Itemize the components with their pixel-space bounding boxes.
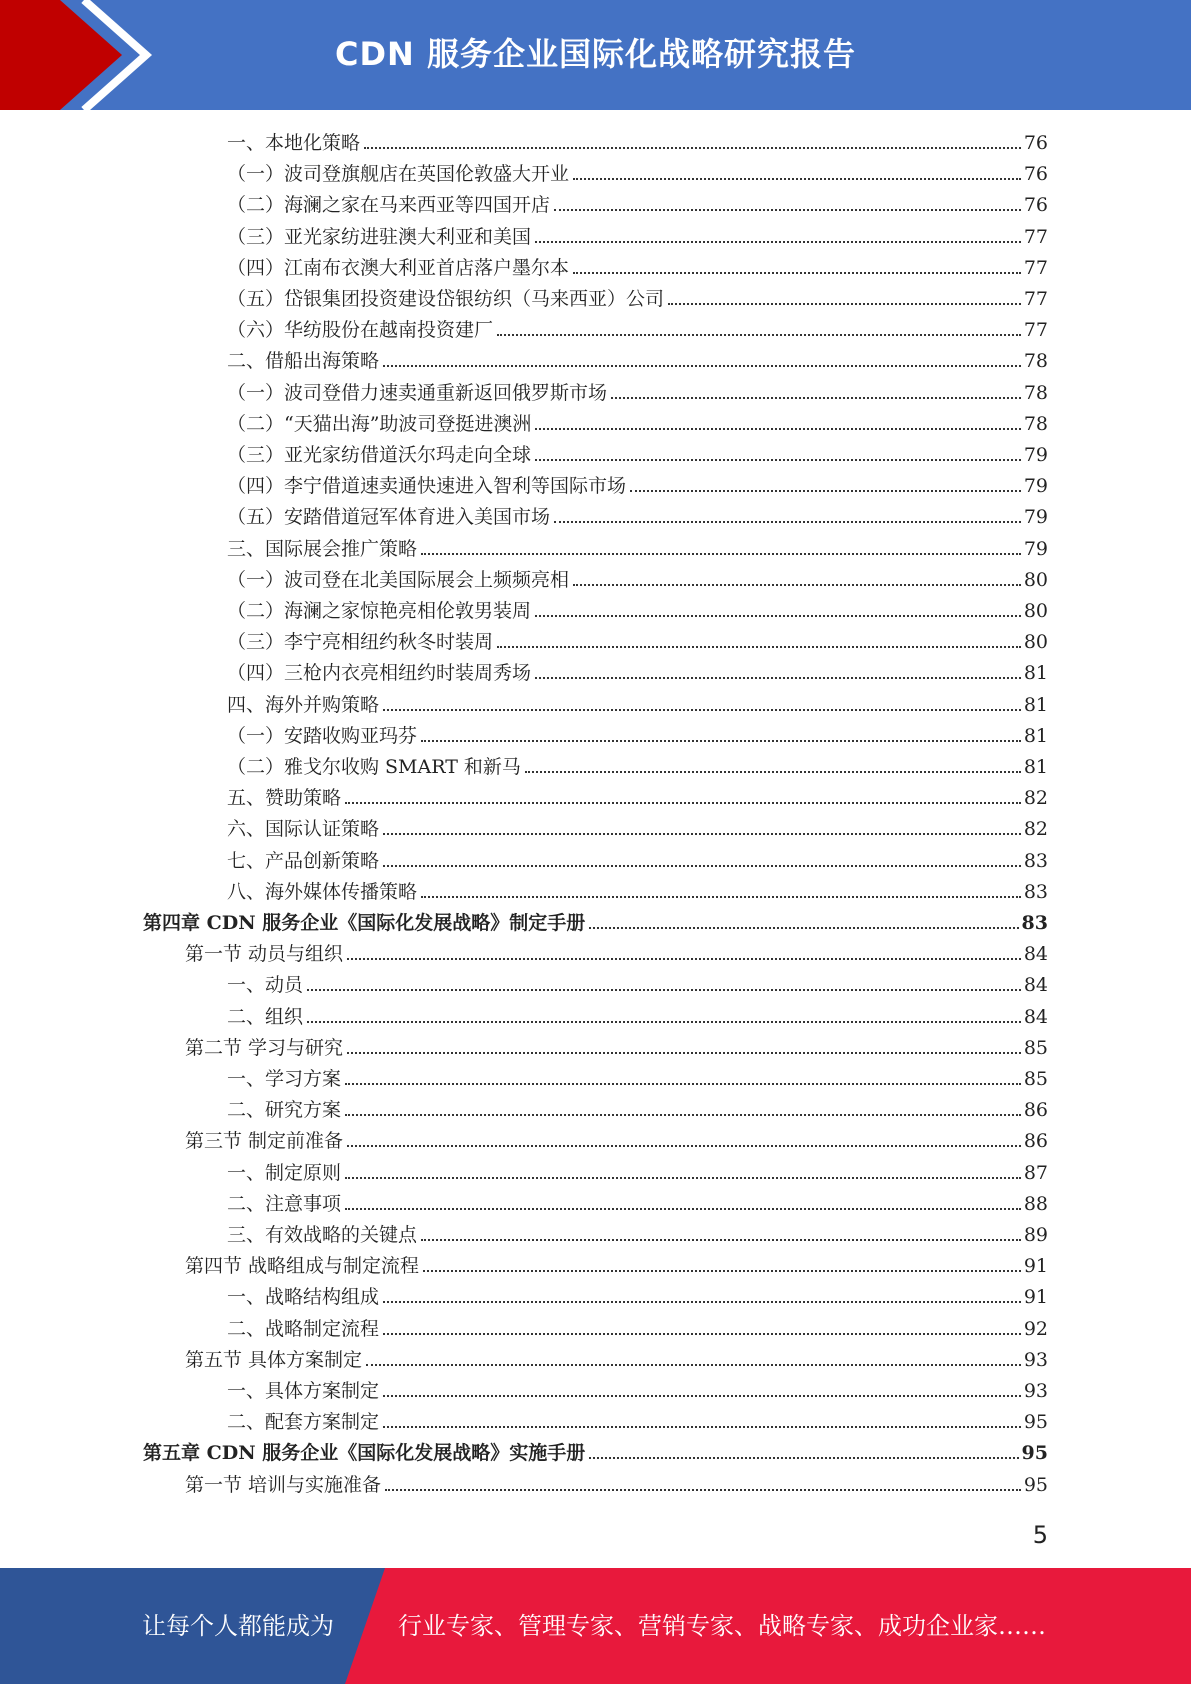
toc-entry-title: 一、本地化策略 bbox=[227, 132, 361, 154]
toc-dot-leader bbox=[421, 740, 1021, 742]
toc-entry-page: 78 bbox=[1023, 412, 1048, 435]
toc-dot-leader bbox=[668, 303, 1021, 305]
toc-entry-page: 79 bbox=[1023, 506, 1048, 529]
toc-entry-title: 三、有效战略的关键点 bbox=[227, 1224, 418, 1246]
toc-dot-leader bbox=[364, 147, 1021, 149]
toc-entry[interactable] bbox=[227, 346, 1048, 377]
toc-entry[interactable] bbox=[227, 284, 1048, 315]
toc-entry-title: 三、国际展会推广策略 bbox=[227, 537, 418, 560]
toc-entry-title: 一、战略结构组成 bbox=[227, 1286, 380, 1309]
toc-entry-page: 91 bbox=[1023, 1286, 1048, 1309]
toc-dot-leader bbox=[383, 1426, 1021, 1428]
toc-dot-leader bbox=[347, 1052, 1021, 1054]
toc-entry-page: 81 bbox=[1023, 724, 1048, 747]
toc-entry-title: 七、产品创新策略 bbox=[227, 849, 380, 872]
toc-entry-title: （三）亚光家纺进驻澳大利亚和美国 bbox=[227, 225, 532, 248]
toc-entry-page: 81 bbox=[1023, 693, 1048, 716]
toc-entry-title: （三）李宁亮相纽约秋冬时装周 bbox=[227, 631, 494, 654]
toc-dot-leader bbox=[535, 677, 1021, 679]
toc-dot-leader bbox=[497, 334, 1021, 336]
toc-dot-leader bbox=[421, 1239, 1021, 1241]
toc-entry-page: 86 bbox=[1023, 1130, 1048, 1153]
toc-dot-leader bbox=[307, 1021, 1021, 1023]
toc-entry[interactable] bbox=[227, 752, 1048, 783]
toc-entry-page: 78 bbox=[1023, 381, 1048, 404]
toc-entry-page: 93 bbox=[1023, 1380, 1048, 1402]
toc-dot-leader bbox=[630, 490, 1021, 492]
toc-dot-leader bbox=[554, 521, 1021, 523]
toc-dot-leader bbox=[383, 833, 1021, 835]
page-number: 5 bbox=[1032, 1521, 1048, 1549]
toc-entry-page: 76 bbox=[1023, 194, 1048, 217]
toc-entry[interactable] bbox=[185, 1251, 1048, 1282]
toc-dot-leader bbox=[535, 241, 1021, 243]
toc-dot-leader bbox=[345, 1208, 1021, 1210]
toc-entry-title: （二）海澜之家惊艳亮相伦敦男装周 bbox=[227, 600, 532, 622]
toc-entry-page: 87 bbox=[1023, 1161, 1048, 1184]
toc-entry-title: （一）波司登借力速卖通重新返回俄罗斯市场 bbox=[227, 381, 608, 404]
toc-dot-leader bbox=[497, 646, 1021, 648]
toc-entry-page: 80 bbox=[1023, 631, 1048, 654]
toc-entry[interactable] bbox=[227, 627, 1048, 658]
toc-entry-page: 83 bbox=[1021, 912, 1048, 934]
toc-dot-leader bbox=[345, 1114, 1021, 1116]
toc-entry-page: 89 bbox=[1023, 1224, 1048, 1246]
toc-entry-page: 77 bbox=[1023, 319, 1048, 342]
toc-entry[interactable] bbox=[227, 1282, 1048, 1313]
toc-entry-page: 79 bbox=[1023, 444, 1048, 466]
toc-entry[interactable] bbox=[227, 128, 1048, 159]
toc-dot-leader bbox=[345, 802, 1021, 804]
toc-entry-page: 91 bbox=[1023, 1255, 1048, 1278]
document-title: CDN 服务企业国际化战略研究报告 bbox=[335, 35, 856, 73]
page-footer bbox=[0, 1568, 1191, 1684]
toc-dot-leader bbox=[347, 958, 1021, 960]
toc-entry[interactable] bbox=[227, 440, 1048, 471]
toc-entry-title: 二、战略制定流程 bbox=[227, 1317, 380, 1340]
toc-entry[interactable] bbox=[227, 1220, 1048, 1251]
toc-dot-leader bbox=[383, 1301, 1021, 1303]
toc-entry-page: 77 bbox=[1023, 288, 1048, 310]
toc-dot-leader bbox=[383, 865, 1021, 867]
toc-entry[interactable] bbox=[227, 1158, 1048, 1189]
toc-dot-leader bbox=[589, 927, 1018, 929]
toc-entry-title: （二）雅戈尔收购 SMART 和新马 bbox=[227, 756, 521, 778]
toc-entry-title: （四）三枪内衣亮相纽约时装周秀场 bbox=[227, 662, 532, 685]
toc-dot-leader bbox=[554, 209, 1021, 211]
toc-dot-leader bbox=[423, 1270, 1021, 1272]
toc-entry[interactable] bbox=[227, 378, 1048, 409]
toc-entry[interactable] bbox=[227, 1314, 1048, 1345]
toc-entry-page: 85 bbox=[1023, 1068, 1048, 1090]
toc-dot-leader bbox=[383, 1395, 1021, 1397]
toc-entry[interactable] bbox=[143, 908, 1048, 939]
toc-dot-leader bbox=[385, 1489, 1021, 1491]
toc-entry-title: （五）岱银集团投资建设岱银纺织（马来西亚）公司 bbox=[227, 288, 665, 310]
toc-dot-leader bbox=[307, 989, 1021, 991]
toc-entry-page: 95 bbox=[1023, 1411, 1048, 1434]
toc-entry-page: 95 bbox=[1021, 1442, 1048, 1465]
toc-entry[interactable] bbox=[227, 721, 1048, 752]
toc-entry-page: 82 bbox=[1023, 818, 1048, 841]
toc-entry-title: 第四章 CDN 服务企业《国际化发展战略》制定手册 bbox=[143, 912, 586, 934]
toc-entry-title: （四）江南布衣澳大利亚首店落户墨尔本 bbox=[227, 256, 570, 279]
toc-entry-title: （一）波司登旗舰店在英国伦敦盛大开业 bbox=[227, 163, 570, 186]
toc-entry[interactable] bbox=[227, 1095, 1048, 1126]
toc-entry-page: 83 bbox=[1023, 849, 1048, 872]
toc-entry[interactable] bbox=[227, 1189, 1048, 1220]
toc-dot-leader bbox=[383, 709, 1021, 711]
toc-entry-title: 第三节 制定前准备 bbox=[185, 1130, 344, 1153]
toc-dot-leader bbox=[589, 1457, 1018, 1459]
toc-dot-leader bbox=[345, 1083, 1021, 1085]
toc-entry[interactable] bbox=[227, 565, 1048, 596]
toc-entry-title: 八、海外媒体传播策略 bbox=[227, 880, 418, 903]
toc-entry-page: 84 bbox=[1023, 943, 1048, 966]
toc-entry-title: 二、配套方案制定 bbox=[227, 1411, 380, 1434]
toc-entry[interactable] bbox=[227, 596, 1048, 627]
toc-dot-leader bbox=[347, 1145, 1021, 1147]
toc-entry-title: 二、注意事项 bbox=[227, 1192, 342, 1215]
toc-entry-title: （一）安踏收购亚玛芬 bbox=[227, 724, 418, 747]
toc-dot-leader bbox=[421, 553, 1021, 555]
toc-entry-title: 一、制定原则 bbox=[227, 1161, 342, 1184]
toc-dot-leader bbox=[535, 428, 1020, 430]
toc-entry[interactable] bbox=[227, 253, 1048, 284]
toc-entry-title: 第二节 学习与研究 bbox=[185, 1036, 344, 1059]
footer-slogan-right: 行业专家、管理专家、营销专家、战略专家、成功企业家…… bbox=[398, 1612, 1046, 1640]
toc-entry-page: 86 bbox=[1023, 1099, 1048, 1122]
toc-entry-page: 82 bbox=[1023, 787, 1048, 810]
toc-entry-page: 80 bbox=[1023, 600, 1048, 622]
toc-entry-page: 83 bbox=[1023, 880, 1048, 903]
toc-entry[interactable] bbox=[227, 1407, 1048, 1438]
toc-entry-title: 五、赞助策略 bbox=[227, 787, 342, 810]
toc-entry-title: 四、海外并购策略 bbox=[227, 693, 380, 716]
toc-dot-leader bbox=[421, 896, 1021, 898]
footer-slogan-left: 让每个人都能成为 bbox=[142, 1612, 334, 1640]
toc-entry[interactable] bbox=[185, 939, 1048, 970]
toc-dot-leader bbox=[383, 1333, 1021, 1335]
toc-entry[interactable] bbox=[227, 658, 1048, 689]
toc-entry[interactable] bbox=[185, 1033, 1048, 1064]
toc-entry[interactable] bbox=[227, 1376, 1048, 1407]
toc-entry[interactable] bbox=[227, 970, 1048, 1001]
toc-dot-leader bbox=[535, 615, 1021, 617]
toc-entry-title: （一）波司登在北美国际展会上频频亮相 bbox=[227, 568, 570, 591]
toc-entry-page: 77 bbox=[1023, 225, 1048, 248]
toc-entry[interactable] bbox=[227, 190, 1048, 221]
toc-entry-page: 79 bbox=[1023, 475, 1048, 498]
toc-entry[interactable] bbox=[227, 315, 1048, 346]
toc-entry-title: 二、研究方案 bbox=[227, 1099, 342, 1122]
toc-entry[interactable] bbox=[227, 471, 1048, 502]
toc-entry-title: 第四节 战略组成与制定流程 bbox=[185, 1255, 420, 1278]
toc-entry[interactable] bbox=[227, 846, 1048, 877]
toc-dot-leader bbox=[525, 771, 1021, 773]
toc-entry-title: （二）“天猫出海”助波司登挺进澳洲 bbox=[227, 412, 532, 435]
toc-entry-page: 85 bbox=[1023, 1036, 1048, 1059]
toc-dot-leader bbox=[383, 365, 1021, 367]
toc-entry-title: （二）海澜之家在马来西亚等四国开店 bbox=[227, 194, 551, 217]
toc-entry-page: 84 bbox=[1023, 974, 1048, 997]
toc-entry-page: 88 bbox=[1023, 1192, 1048, 1215]
toc-entry[interactable] bbox=[227, 1002, 1048, 1033]
toc-entry-page: 79 bbox=[1023, 537, 1048, 560]
toc-entry-page: 84 bbox=[1023, 1005, 1048, 1028]
toc-entry-title: 一、具体方案制定 bbox=[227, 1380, 380, 1402]
toc-entry-page: 81 bbox=[1023, 756, 1048, 778]
toc-entry-title: 二、借船出海策略 bbox=[227, 350, 380, 373]
toc-entry[interactable] bbox=[227, 409, 1048, 440]
toc-entry-title: 第五节 具体方案制定 bbox=[185, 1348, 363, 1371]
toc-entry[interactable] bbox=[227, 222, 1048, 253]
toc-entry[interactable] bbox=[227, 783, 1048, 814]
toc-entry-page: 95 bbox=[1023, 1473, 1048, 1496]
toc-dot-leader bbox=[345, 1177, 1021, 1179]
toc-entry-page: 92 bbox=[1023, 1317, 1048, 1340]
toc-entry[interactable] bbox=[227, 502, 1048, 533]
toc-dot-leader bbox=[573, 584, 1021, 586]
page-header bbox=[0, 0, 1191, 110]
toc-entry[interactable] bbox=[185, 1470, 1048, 1501]
toc-entry[interactable] bbox=[227, 534, 1048, 565]
toc-dot-leader bbox=[611, 397, 1021, 399]
toc-entry-title: 第五章 CDN 服务企业《国际化发展战略》实施手册 bbox=[143, 1442, 586, 1465]
toc-entry[interactable] bbox=[227, 1064, 1048, 1095]
toc-entry[interactable] bbox=[143, 1438, 1048, 1469]
toc-entry-title: 一、学习方案 bbox=[227, 1068, 342, 1090]
toc-entry-title: 第一节 培训与实施准备 bbox=[185, 1473, 382, 1496]
toc-entry[interactable] bbox=[185, 1345, 1048, 1376]
toc-entry-page: 76 bbox=[1023, 132, 1048, 154]
toc-entry-title: （三）亚光家纺借道沃尔玛走向全球 bbox=[227, 444, 532, 466]
toc-entry-title: （五）安踏借道冠军体育进入美国市场 bbox=[227, 506, 551, 529]
toc-entry-page: 76 bbox=[1023, 163, 1048, 186]
toc-dot-leader bbox=[573, 272, 1021, 274]
toc-entry[interactable] bbox=[185, 1126, 1048, 1157]
toc-entry-title: 六、国际认证策略 bbox=[227, 818, 380, 841]
toc-entry-page: 78 bbox=[1023, 350, 1048, 373]
toc-entry-page: 93 bbox=[1023, 1348, 1048, 1371]
toc-entry-page: 81 bbox=[1023, 662, 1048, 685]
toc-entry-title: 一、动员 bbox=[227, 974, 304, 997]
toc-dot-leader bbox=[366, 1364, 1021, 1366]
toc-entry-title: 第一节 动员与组织 bbox=[185, 943, 344, 966]
toc-dot-leader bbox=[535, 459, 1021, 461]
toc-entry-page: 80 bbox=[1023, 568, 1048, 591]
toc-entry[interactable] bbox=[227, 877, 1048, 908]
toc-dot-leader bbox=[573, 178, 1021, 180]
toc-entry-page: 77 bbox=[1023, 256, 1048, 279]
toc-entry[interactable] bbox=[227, 814, 1048, 845]
toc-entry-title: （六）华纺股份在越南投资建厂 bbox=[227, 319, 494, 342]
toc-entry[interactable] bbox=[227, 159, 1048, 190]
toc-entry[interactable] bbox=[227, 690, 1048, 721]
toc-entry-title: 二、组织 bbox=[227, 1005, 304, 1028]
toc-entry-title: （四）李宁借道速卖通快速进入智利等国际市场 bbox=[227, 475, 627, 498]
